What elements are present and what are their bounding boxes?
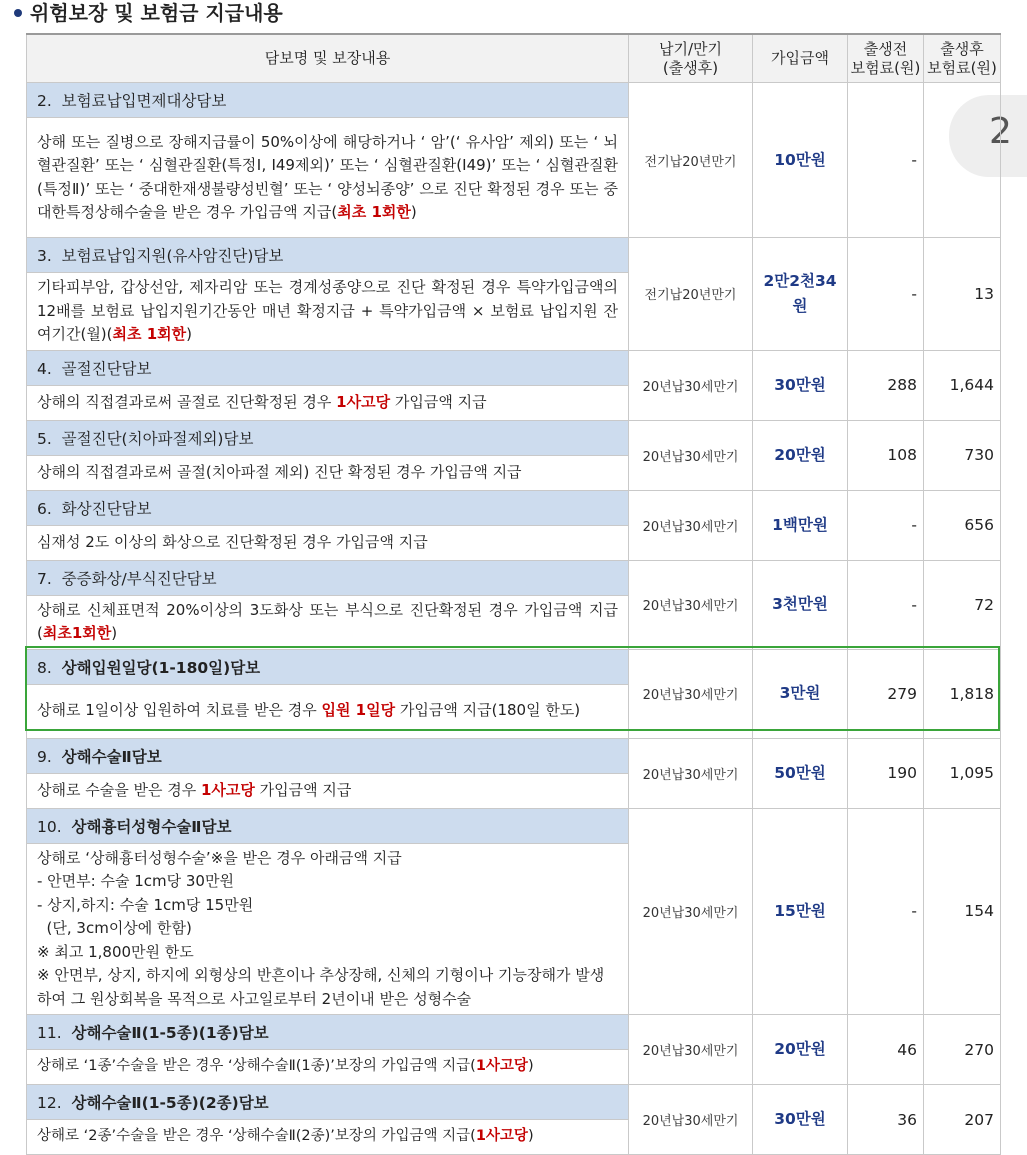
coverage-term: 전기납20년만기 [629,83,753,238]
coverage-term: 20년납30세만기 [629,350,753,420]
coverage-row-2-header [27,83,1001,118]
pre-birth-premium: - [848,83,924,238]
post-birth-premium: 72 [924,560,1001,649]
coverage-row-10-header [27,808,1001,843]
coverage-term: 20년납30세만기 [629,490,753,560]
coverage-description: 상해로 수술을 받은 경우 1사고당 가입금액 지급 [27,773,629,808]
header-coverage: 담보명 및 보장내용 [27,34,629,83]
coverage-name: 5. 골절진단(치아파절제외)담보 [27,420,629,455]
post-birth-premium: 1,095 [924,738,1001,808]
desc-line: ※ 안면부, 상지, 하지에 외형상의 반흔이나 추상장해, 신체의 기형이나 기능장해가 발생하여 그 원상회복을 목적으로 사고일로부터 2년이내 받은 성형수술 [37,966,605,1008]
post-birth-premium: 1,818 [924,649,1001,738]
pre-birth-premium: 108 [848,420,924,490]
post-birth-premium: 1,644 [924,350,1001,420]
coverage-amount: 20만원 [753,1015,848,1085]
coverage-description: 상해 또는 질병으로 장해지급률이 50%이상에 해당하거나 ‘ 암’(‘ 유사암’ 제외) 또는 ‘ 뇌혈관질환’ 또는 ‘ 심혈관질환(특정Ⅰ, I49제외)’ 또는 ‘ 심혈관질환(I49)’ 또는 ‘ 심혈관질환(특정Ⅱ)’ 또는 ‘ 중대한재생불량성빈혈’ 또는 ‘ 양성뇌종양’ 으로 진단 확정된 경우 또는 중대한특정상해수술을 받은 경우 가입금액 지급(최초 1회한) [27,118,629,238]
coverage-amount: 10만원 [753,83,848,238]
desc-line: - 상지,하지: 수술 1cm당 15만원 [37,895,254,914]
header-amount: 가입금액 [753,34,848,83]
coverage-row-6-header [27,490,1001,525]
coverage-description: 심재성 2도 이상의 화상으로 진단확정된 경우 가입금액 지급 [27,525,629,560]
bullet-icon [14,9,22,17]
header-post-birth-premium: 출생후 보험료(원) [924,34,1001,83]
coverage-description [27,843,629,1015]
page-title-text: 위험보장 및 보험금 지급내용 [30,1,283,25]
post-birth-premium: 207 [924,1085,1001,1155]
coverage-description: 상해의 직접결과로써 골절로 진단확정된 경우 1사고당 가입금액 지급 [27,385,629,420]
coverage-amount: 3만원 [753,649,848,738]
pre-birth-premium: 279 [848,649,924,738]
coverage-description: 상해로 ‘2종’수술을 받은 경우 ‘상해수술Ⅱ(2종)’보장의 가입금액 지급(1사고당) [27,1120,629,1155]
coverage-row-11-header [27,1015,1001,1050]
coverage-name: 3. 보험료납입지원(유사암진단)담보 [27,238,629,273]
coverage-term: 20년납30세만기 [629,1085,753,1155]
desc-line: - 안면부: 수술 1cm당 30만원 [37,872,234,890]
coverage-term: 전기납20년만기 [629,238,753,351]
post-birth-premium: 730 [924,420,1001,490]
coverage-row-8-header [27,649,1001,684]
coverage-amount: 30만원 [753,1085,848,1155]
coverage-term: 20년납30세만기 [629,560,753,649]
pre-birth-premium: 36 [848,1085,924,1155]
coverage-row-3-header [27,238,1001,273]
coverage-amount: 1백만원 [753,490,848,560]
coverage-name: 10. 상해흉터성형수술Ⅱ담보 [27,808,629,843]
coverage-description: 상해의 직접결과로써 골절(치아파절 제외) 진단 확정된 경우 가입금액 지급 [27,455,629,490]
page-title [14,0,283,32]
coverage-name: 9. 상해수술Ⅱ담보 [27,738,629,773]
post-birth-premium: 656 [924,490,1001,560]
coverage-amount: 2만2천34원 [753,238,848,351]
pre-birth-premium: - [848,808,924,1015]
header-term: 납기/만기 (출생후) [629,34,753,83]
coverage-name: 4. 골절진단담보 [27,350,629,385]
coverage-term: 20년납30세만기 [629,808,753,1015]
post-birth-premium: 154 [924,808,1001,1015]
coverage-row-9-header [27,738,1001,773]
pre-birth-premium: 46 [848,1015,924,1085]
coverage-name: 11. 상해수술Ⅱ(1-5종)(1종)담보 [27,1015,629,1050]
coverage-amount: 3천만원 [753,560,848,649]
coverage-row-12-header [27,1085,1001,1120]
coverage-name: 2. 보험료납입면제대상담보 [27,83,629,118]
coverage-name: 7. 중증화상/부식진단담보 [27,560,629,595]
pre-birth-premium: - [848,560,924,649]
coverage-row-4-header [27,350,1001,385]
coverage-term: 20년납30세만기 [629,649,753,738]
page-number: 2 [989,111,1012,152]
desc-line: 상해로 ‘상해흉터성형수술’※을 받은 경우 아래금액 지급 [37,848,402,867]
pre-birth-premium: 190 [848,738,924,808]
pre-birth-premium: - [848,238,924,351]
pre-birth-premium: - [848,490,924,560]
coverage-amount: 15만원 [753,808,848,1015]
coverage-description: 상해로 ‘1종’수술을 받은 경우 ‘상해수술Ⅱ(1종)’보장의 가입금액 지급(1사고당) [27,1050,629,1085]
coverage-amount: 50만원 [753,738,848,808]
coverage-description: 상해로 신체표면적 20%이상의 3도화상 또는 부식으로 진단확정된 경우 가입금액 지급(최초1회한) [27,595,629,649]
post-birth-premium: 13 [924,238,1001,351]
desc-line: (단, 3cm이상에 한함) [37,919,192,937]
coverage-term: 20년납30세만기 [629,738,753,808]
coverage-row-5-header [27,420,1001,455]
pre-birth-premium: 288 [848,350,924,420]
desc-line: ※ 최고 1,800만원 한도 [37,942,194,961]
coverage-term: 20년납30세만기 [629,420,753,490]
table-header-row [27,34,1001,83]
coverage-name: 6. 화상진단담보 [27,490,629,525]
header-pre-birth-premium: 출생전 보험료(원) [848,34,924,83]
coverage-row-7-header [27,560,1001,595]
coverage-amount: 20만원 [753,420,848,490]
coverage-amount: 30만원 [753,350,848,420]
coverage-term: 20년납30세만기 [629,1015,753,1085]
coverage-name: 12. 상해수술Ⅱ(1-5종)(2종)담보 [27,1085,629,1120]
post-birth-premium: 270 [924,1015,1001,1085]
post-birth-premium [924,83,1001,238]
coverage-table [26,33,1001,1155]
coverage-description: 상해로 1일이상 입원하여 치료를 받은 경우 입원 1일당 가입금액 지급(180일 한도) [27,684,629,738]
coverage-name: 8. 상해입원일당(1-180일)담보 [27,649,629,684]
coverage-description: 기타피부암, 갑상선암, 제자리암 또는 경계성종양으로 진단 확정된 경우 특약가입금액의 12배를 보험료 납입지원기간동안 매년 확정지급 + 특약가입금액 × 보험료 납입지원 잔여기간(월)(최초 1회한) [27,273,629,351]
